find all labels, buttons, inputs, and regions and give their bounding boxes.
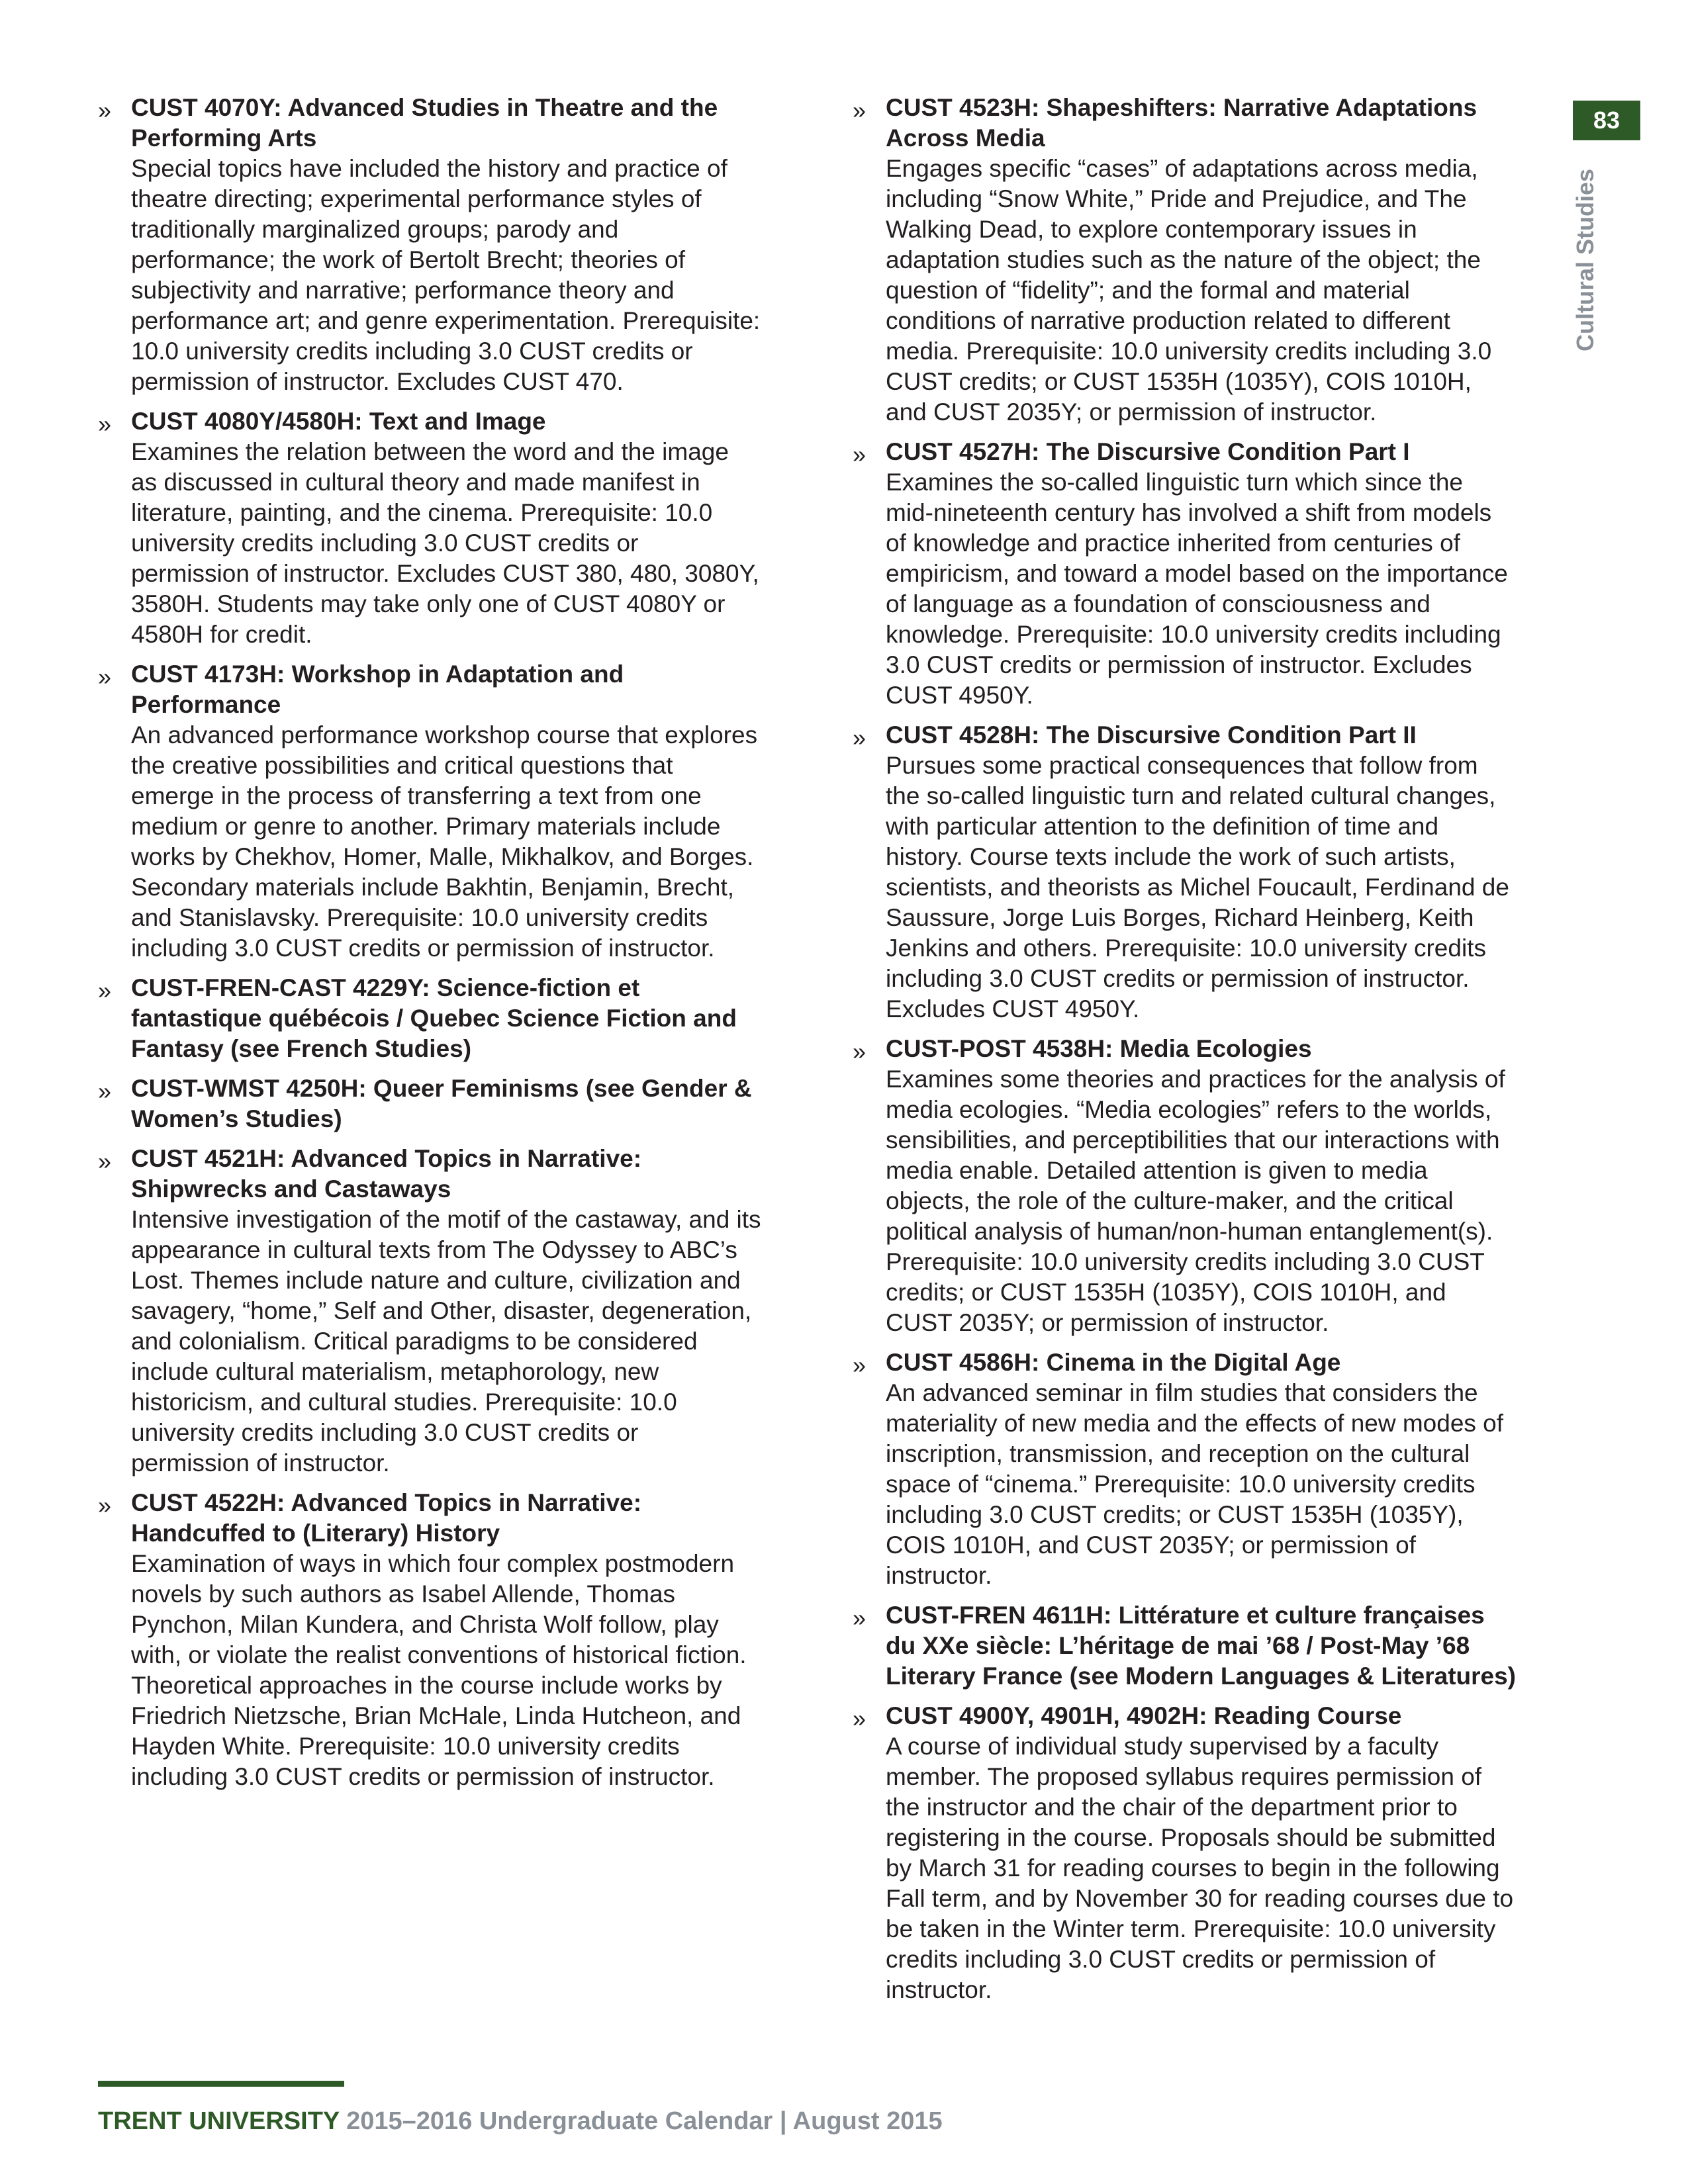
- course-title: CUST 4523H: Shapeshifters: Narrative Adaptations Across Media: [886, 94, 1477, 152]
- bullet-marker: »: [98, 97, 112, 124]
- bullet-marker: »: [98, 1492, 112, 1519]
- page-number-tab: 83: [1573, 101, 1640, 140]
- course-entry: [847, 93, 1516, 428]
- section-side-label: Cultural Studies: [1571, 169, 1599, 352]
- course-entry: [847, 1600, 1516, 1692]
- course-entry: [93, 973, 761, 1064]
- course-description: Examines some theories and practices for the analysis of media ecologies. “Media ecologies” refers to the worlds, sensibilities, and perceptibilities that our interactions with media enable. Detailed attention is given to media objects, the role of the culture-maker, and the critical political analysis of human/non-human entanglement(s). Prerequisite: 10.0 university credits including 3.0 CUST credits; or CUST 1535H (1035Y), COIS 1010H, and CUST 2035Y; or permission of instructor.: [886, 1066, 1505, 1336]
- course-description: Examination of ways in which four complex postmodern novels by such authors as Isabel Allende, Thomas Pynchon, Milan Kundera, and Christa Wolf follow, play with, or violate the realist conventions of historical fiction. Theoretical approaches in the course include works by Friedrich Nietzsche, Brian McHale, Linda Hutcheon, and Hayden White. Prerequisite: 10.0 university credits including 3.0 CUST credits or permission of instructor.: [131, 1550, 747, 1790]
- course-entry: [93, 406, 761, 650]
- bullet-marker: »: [853, 1351, 867, 1379]
- right-column: [847, 93, 1516, 2015]
- page-footer: [98, 2106, 943, 2136]
- course-title: CUST 4173H: Workshop in Adaptation and Performance: [131, 660, 624, 718]
- course-title: CUST-WMST 4250H: Queer Feminisms (see Gender & Women’s Studies): [131, 1075, 752, 1132]
- left-column: [93, 93, 761, 1801]
- course-description: Intensive investigation of the motif of the castaway, and its appearance in cultural texts from The Odyssey to ABC’s Lost. Themes include nature and culture, civilization and savagery, “home,” Self and Other, disaster, degeneration, and colonialism. Critical paradigms to be considered include cultural materialism, metaphorology, new historicism, and cultural studies. Prerequisite: 10.0 university credits including 3.0 CUST credits or permission of instructor.: [131, 1206, 761, 1477]
- course-description: Pursues some practical consequences that follow from the so-called linguistic turn and related cultural changes, with particular attention to the definition of time and history. Course texts include the work of such artists, scientists, and theorists as Michel Foucault, Ferdinand de Saussure, Jorge Luis Borges, Richard Heinberg, Keith Jenkins and others. Prerequisite: 10.0 university credits including 3.0 CUST credits or permission of instructor. Excludes CUST 4950Y.: [886, 752, 1509, 1023]
- bullet-marker: »: [853, 1705, 867, 1732]
- bullet-marker: »: [98, 1148, 112, 1175]
- bullet-marker: »: [98, 410, 112, 437]
- course-description: A course of individual study supervised by a faculty member. The proposed syllabus requires permission of the instructor and the chair of the department prior to registering in the course. Proposals should be submitted by March 31 for reading courses to begin in the following Fall term, and by November 30 for reading courses due to be taken in the Winter term. Prerequisite: 10.0 university credits including 3.0 CUST credits or permission of instructor.: [886, 1733, 1514, 2003]
- bullet-marker: »: [853, 441, 867, 468]
- course-entry: [847, 1701, 1516, 2005]
- course-entry: [93, 93, 761, 397]
- course-title: CUST 4900Y, 4901H, 4902H: Reading Course: [886, 1702, 1402, 1729]
- course-title: CUST 4528H: The Discursive Condition Part II: [886, 721, 1417, 749]
- course-title: CUST 4522H: Advanced Topics in Narrative: Handcuffed to (Literary) History: [131, 1489, 642, 1547]
- footer-calendar: 2015–2016 Undergraduate Calendar | August 2015: [346, 2107, 943, 2135]
- course-entry: [847, 1347, 1516, 1591]
- course-entry: [93, 659, 761, 964]
- footer-university: TRENT UNIVERSITY: [98, 2107, 340, 2135]
- course-entry: [93, 1073, 761, 1134]
- course-title: CUST 4070Y: Advanced Studies in Theatre and the Performing Arts: [131, 94, 718, 152]
- bullet-marker: »: [98, 663, 112, 690]
- course-entry: [847, 1034, 1516, 1338]
- course-description: Engages specific “cases” of adaptations across media, including “Snow White,” Pride and Prejudice, and The Walking Dead, to explore contemporary issues in adaptation studies such as the nature of the object; the question of “fidelity”; and the formal and material conditions of narrative production related to different media. Prerequisite: 10.0 university credits including 3.0 CUST credits; or CUST 1535H (1035Y), COIS 1010H, and CUST 2035Y; or permission of instructor.: [886, 155, 1492, 426]
- bullet-marker: »: [853, 1038, 867, 1065]
- footer-rule: [98, 2081, 344, 2087]
- bullet-marker: »: [98, 977, 112, 1004]
- course-description: Examines the relation between the word and the image as discussed in cultural theory and made manifest in literature, painting, and the cinema. Prerequisite: 10.0 university credits including 3.0 CUST credits or permission of instructor. Excludes CUST 380, 480, 3080Y, 3580H. Students may take only one of CUST 4080Y or 4580H for credit.: [131, 438, 759, 648]
- bullet-marker: »: [853, 724, 867, 751]
- course-entry: [847, 437, 1516, 711]
- course-entry: [93, 1488, 761, 1792]
- course-title: CUST-POST 4538H: Media Ecologies: [886, 1035, 1312, 1062]
- course-title: CUST 4527H: The Discursive Condition Part I: [886, 438, 1410, 465]
- course-entry: [93, 1144, 761, 1479]
- course-description: Special topics have included the history and practice of theatre directing; experimental performance styles of traditionally marginalized groups; parody and performance; the work of Bertolt Brecht; theories of subjectivity and narrative; performance theory and performance art; and genre experimentation. Prerequisite: 10.0 university credits including 3.0 CUST credits or permission of instructor. Excludes CUST 470.: [131, 155, 761, 395]
- course-title: CUST 4586H: Cinema in the Digital Age: [886, 1349, 1341, 1376]
- course-description: An advanced seminar in film studies that considers the materiality of new media and the effects of new modes of inscription, transmission, and reception on the cultural space of “cinema.” Prerequisite: 10.0 university credits including 3.0 CUST credits; or CUST 1535H (1035Y), COIS 1010H, and CUST 2035Y; or permission of instructor.: [886, 1379, 1504, 1589]
- course-title: CUST-FREN-CAST 4229Y: Science-fiction et fantastique québécois / Quebec Science Fiction and Fantasy (see French Studies): [131, 974, 737, 1062]
- course-description: Examines the so-called linguistic turn which since the mid-nineteenth century has involved a shift from models of knowledge and practice inherited from centuries of empiricism, and toward a model based on the importance of language as a foundation of consciousness and knowledge. Prerequisite: 10.0 university credits including 3.0 CUST credits or permission of instructor. Excludes CUST 4950Y.: [886, 469, 1508, 709]
- course-title: CUST 4521H: Advanced Topics in Narrative: Shipwrecks and Castaways: [131, 1145, 642, 1203]
- bullet-marker: »: [98, 1077, 112, 1105]
- course-title: CUST-FREN 4611H: Littérature et culture françaises du XXe siècle: L’héritage de mai ’68 / Post-May ’68 Literary France (see Modern Languages & Literatures): [886, 1602, 1516, 1690]
- bullet-marker: »: [853, 97, 867, 124]
- course-entry: [847, 720, 1516, 1024]
- course-title: CUST 4080Y/4580H: Text and Image: [131, 408, 546, 435]
- bullet-marker: »: [853, 1604, 867, 1631]
- course-description: An advanced performance workshop course that explores the creative possibilities and critical questions that emerge in the process of transferring a text from one medium or genre to another. Primary materials include works by Chekhov, Homer, Malle, Mikhalkov, and Borges. Secondary materials include Bakhtin, Benjamin, Brecht, and Stanislavsky. Prerequisite: 10.0 university credits including 3.0 CUST credits or permission of instructor.: [131, 721, 758, 962]
